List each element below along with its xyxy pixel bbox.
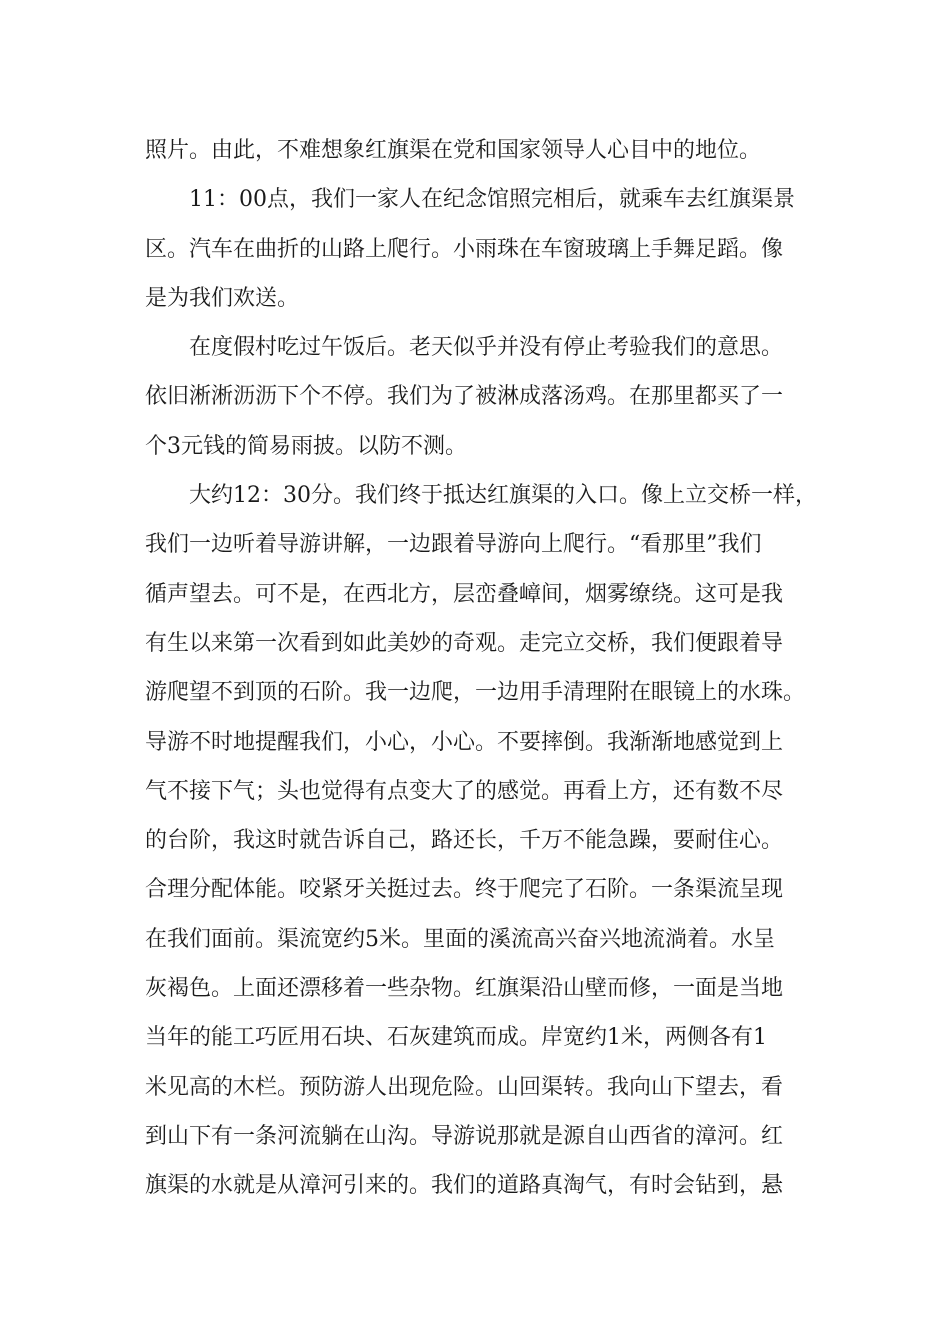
text-line: 有生以来第一次看到如此美妙的奇观。走完立交桥，我们便跟着导 (145, 630, 784, 656)
text-line: 个3元钱的简易雨披。以防不测。 (145, 433, 467, 459)
text-line: 是为我们欢送。 (145, 285, 300, 311)
text-line: 灰褐色。上面还漂移着一些杂物。红旗渠沿山壁而修，一面是当地 (145, 976, 784, 1002)
paragraph-start-line: 在度假村吃过午饭后。老天似乎并没有停止考验我们的意思。 (189, 335, 784, 361)
text-line: 循声望去。可不是，在西北方，层峦叠嶂间，烟雾缭绕。这可是我 (145, 581, 784, 607)
text-line: 当年的能工巧匠用石块、石灰建筑而成。岸宽约1米，两侧各有1 (145, 1025, 767, 1051)
text-line: 游爬望不到顶的石阶。我一边爬，一边用手清理附在眼镜上的水珠。 (145, 680, 806, 706)
text-line: 导游不时地提醒我们，小心，小心。不要摔倒。我渐渐地感觉到上 (145, 729, 784, 755)
text-line: 我们一边听着导游讲解，一边跟着导游向上爬行。“看那里”我们 (145, 532, 762, 558)
text-line: 在我们面前。渠流宽约5米。里面的溪流高兴奋兴地流淌着。水呈 (145, 926, 775, 952)
text-line: 区。汽车在曲折的山路上爬行。小雨珠在车窗玻璃上手舞足蹈。像 (145, 236, 784, 262)
text-line: 的台阶，我这时就告诉自己，路还长，千万不能急躁，要耐住心。 (145, 828, 784, 854)
text-line: 照片。由此，不难想象红旗渠在党和国家领导人心目中的地位。 (145, 138, 762, 163)
text-line: 旗渠的水就是从漳河引来的。我们的道路真淘气，有时会钻到，悬 (145, 1173, 784, 1199)
body-text (145, 126, 845, 1211)
text-line: 到山下有一条河流躺在山沟。导游说那就是源自山西省的漳河。红 (145, 1123, 784, 1149)
text-line: 气不接下气；头也觉得有点变大了的感觉。再看上方，还有数不尽 (145, 778, 784, 804)
paragraph-start-line: 11：00点，我们一家人在纪念馆照完相后，就乘车去红旗渠景 (189, 187, 795, 213)
text-line: 米见高的木栏。预防游人出现危险。山回渠转。我向山下望去，看 (145, 1074, 784, 1100)
text-line: 依旧淅淅沥沥下个不停。我们为了被淋成落汤鸡。在那里都买了一 (145, 384, 784, 410)
text-line: 合理分配体能。咬紧牙关挺过去。终于爬完了石阶。一条渠流呈现 (145, 877, 784, 903)
paragraph-start-line: 大约12：30分。我们终于抵达红旗渠的入口。像上立交桥一样， (189, 483, 817, 509)
